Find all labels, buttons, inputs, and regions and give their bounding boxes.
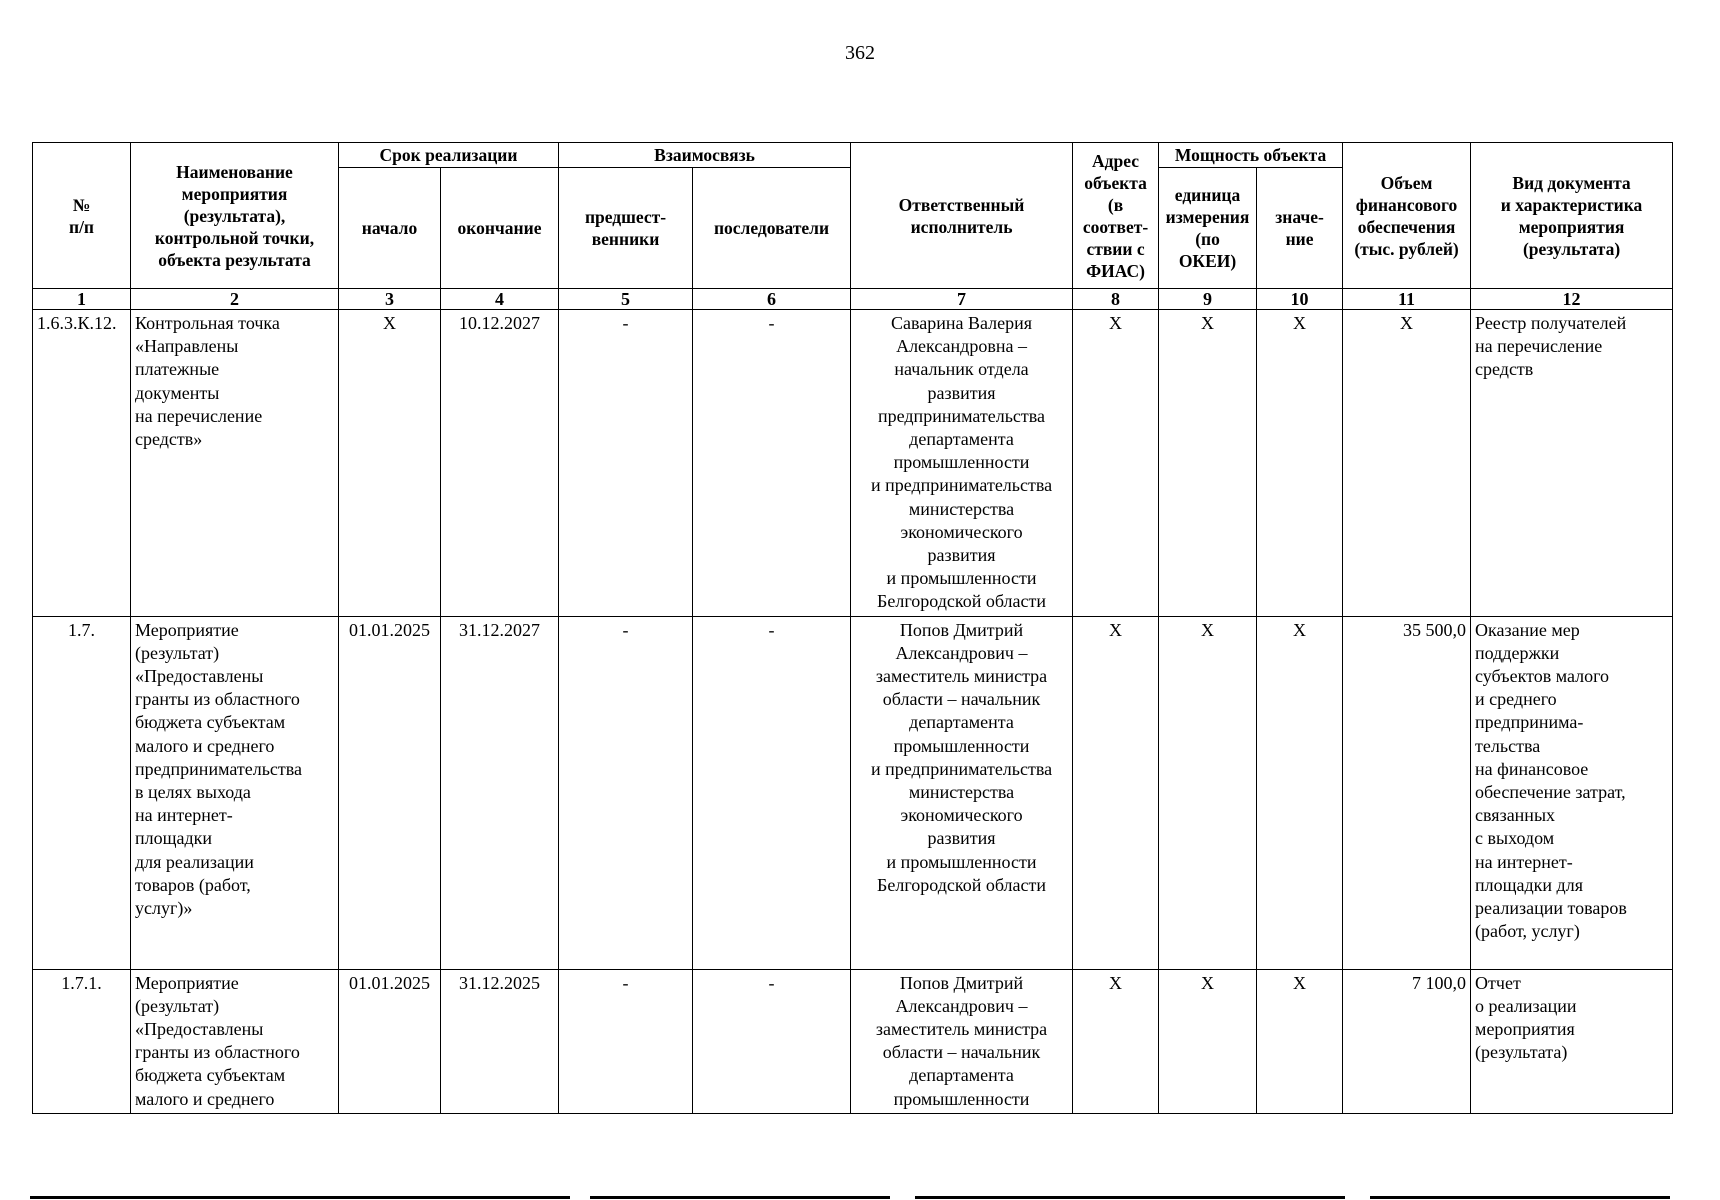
row-prev: - bbox=[559, 310, 693, 617]
column-number: 9 bbox=[1159, 289, 1257, 310]
row-end: 10.12.2027 bbox=[441, 310, 559, 617]
row-num: 1.7. bbox=[33, 616, 131, 969]
col-term-header: Срок реализации bbox=[339, 143, 559, 168]
row-num: 1.7.1. bbox=[33, 969, 131, 1113]
row-finance: Х bbox=[1343, 310, 1471, 617]
row-address: Х bbox=[1073, 310, 1159, 617]
row-value: Х bbox=[1257, 310, 1343, 617]
row-address: Х bbox=[1073, 969, 1159, 1113]
col-name-header: Наименование мероприятия (результата), контрольной точки, объекта результата bbox=[131, 143, 339, 289]
row-responsible: Попов Дмитрий Александрович – заместитель министра области – начальник департамента промышленности bbox=[851, 969, 1073, 1113]
col-num-header: № п/п bbox=[33, 143, 131, 289]
row-next: - bbox=[693, 969, 851, 1113]
column-number: 11 bbox=[1343, 289, 1471, 310]
col-prev-header: предшест- венники bbox=[559, 168, 693, 289]
row-doc: Оказание мер поддержки субъектов малого и среднего предпринима- тельства на финансовое обеспечение затрат, связанных с выходом на интернет- площадки для реализации товаров (работ, услуг) bbox=[1471, 616, 1673, 969]
row-unit: Х bbox=[1159, 310, 1257, 617]
row-next: - bbox=[693, 616, 851, 969]
scan-edge-line bbox=[1370, 1196, 1670, 1199]
row-name: Контрольная точка «Направлены платежные документы на перечисление средств» bbox=[131, 310, 339, 617]
col-doc-header: Вид документа и характеристика мероприятия (результата) bbox=[1471, 143, 1673, 289]
row-finance: 35 500,0 bbox=[1343, 616, 1471, 969]
col-capacity-header: Мощность объекта bbox=[1159, 143, 1343, 168]
col-value-header: значе- ние bbox=[1257, 168, 1343, 289]
column-number: 2 bbox=[131, 289, 339, 310]
col-link-header: Взаимосвязь bbox=[559, 143, 851, 168]
col-responsible-header: Ответственный исполнитель bbox=[851, 143, 1073, 289]
row-unit: Х bbox=[1159, 616, 1257, 969]
table-row bbox=[33, 969, 1673, 1113]
table-row bbox=[33, 310, 1673, 617]
row-value: Х bbox=[1257, 969, 1343, 1113]
column-number: 7 bbox=[851, 289, 1073, 310]
column-number: 6 bbox=[693, 289, 851, 310]
header-row bbox=[33, 143, 1673, 168]
scan-edge-line bbox=[30, 1196, 570, 1199]
column-number: 5 bbox=[559, 289, 693, 310]
row-responsible: Саварина Валерия Александровна – начальник отдела развития предпринимательства департамента промышленности и предпринимательства министерства экономического развития и промышленности Белгородской области bbox=[851, 310, 1073, 617]
row-start: 01.01.2025 bbox=[339, 616, 441, 969]
scan-edge-line bbox=[590, 1196, 890, 1199]
page-number: 362 bbox=[845, 42, 875, 64]
scan-edge-line bbox=[915, 1196, 1345, 1199]
table-row bbox=[33, 616, 1673, 969]
row-end: 31.12.2025 bbox=[441, 969, 559, 1113]
row-address: Х bbox=[1073, 616, 1159, 969]
column-number: 3 bbox=[339, 289, 441, 310]
row-value: Х bbox=[1257, 616, 1343, 969]
row-unit: Х bbox=[1159, 969, 1257, 1113]
column-number: 8 bbox=[1073, 289, 1159, 310]
row-name: Мероприятие (результат) «Предоставлены гранты из областного бюджета субъектам малого и среднего предпринимательства в целях выхода на интернет- площадки для реализации товаров (работ, услуг)» bbox=[131, 616, 339, 969]
column-number: 12 bbox=[1471, 289, 1673, 310]
row-finance: 7 100,0 bbox=[1343, 969, 1471, 1113]
col-address-header: Адрес объекта (в соответ- ствии с ФИАС) bbox=[1073, 143, 1159, 289]
row-responsible: Попов Дмитрий Александрович – заместитель министра области – начальник департамента промышленности и предпринимательства министерства экономического развития и промышленности Белгородской области bbox=[851, 616, 1073, 969]
col-unit-header: единица измерения (по ОКЕИ) bbox=[1159, 168, 1257, 289]
col-finance-header: Объем финансового обеспечения (тыс. рублей) bbox=[1343, 143, 1471, 289]
events-table bbox=[32, 142, 1673, 1114]
col-next-header: последователи bbox=[693, 168, 851, 289]
row-start: 01.01.2025 bbox=[339, 969, 441, 1113]
col-start-header: начало bbox=[339, 168, 441, 289]
row-doc: Отчет о реализации мероприятия (результата) bbox=[1471, 969, 1673, 1113]
row-num: 1.6.3.К.12. bbox=[33, 310, 131, 617]
column-numbers-row bbox=[33, 289, 1673, 310]
column-number: 1 bbox=[33, 289, 131, 310]
col-end-header: окончание bbox=[441, 168, 559, 289]
row-prev: - bbox=[559, 616, 693, 969]
row-next: - bbox=[693, 310, 851, 617]
row-end: 31.12.2027 bbox=[441, 616, 559, 969]
row-doc: Реестр получателей на перечисление средств bbox=[1471, 310, 1673, 617]
row-prev: - bbox=[559, 969, 693, 1113]
row-start: Х bbox=[339, 310, 441, 617]
column-number: 4 bbox=[441, 289, 559, 310]
column-number: 10 bbox=[1257, 289, 1343, 310]
row-name: Мероприятие (результат) «Предоставлены гранты из областного бюджета субъектам малого и среднего bbox=[131, 969, 339, 1113]
